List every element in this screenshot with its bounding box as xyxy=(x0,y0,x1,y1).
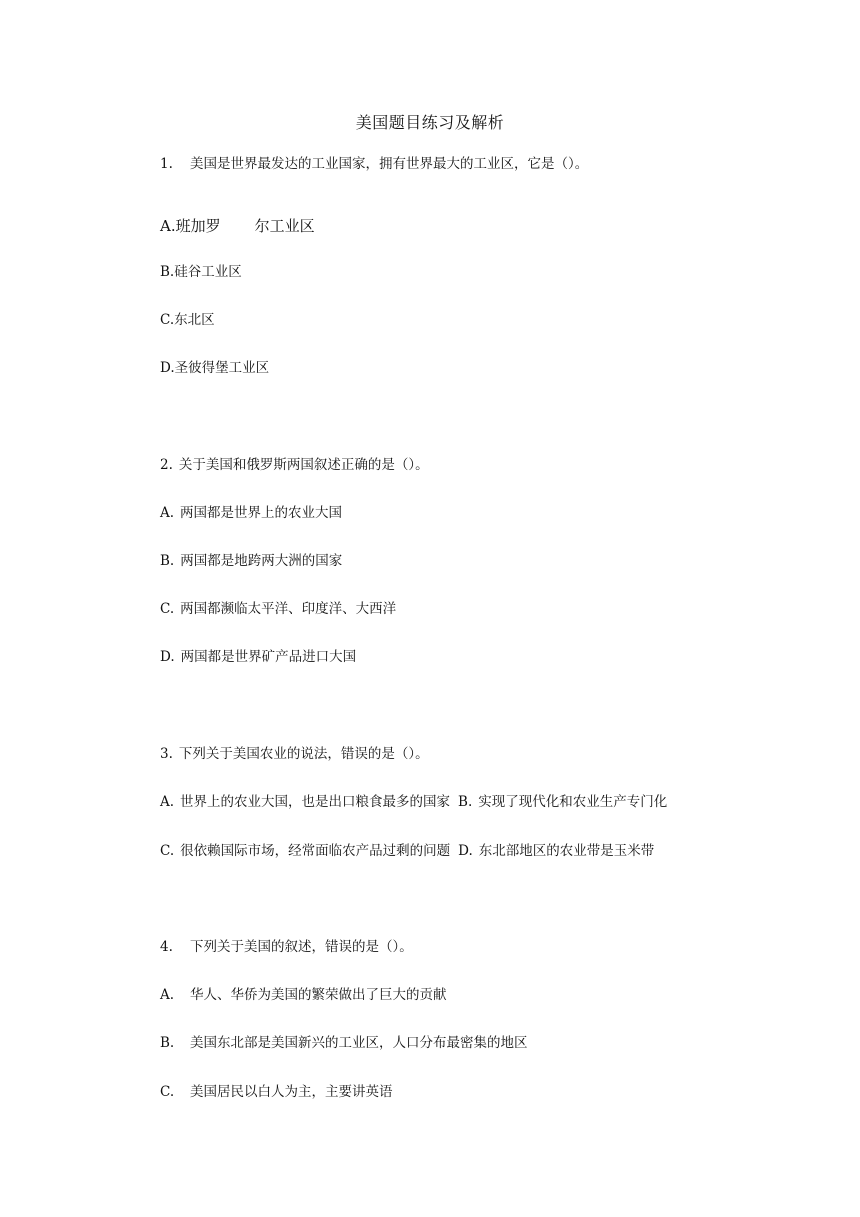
question-3-number: 3. xyxy=(160,746,173,762)
question-4-number: 4. xyxy=(160,939,173,955)
option-text: 硅谷工业区 xyxy=(174,264,242,280)
option-label: C. xyxy=(160,843,175,859)
question-2-stem-line xyxy=(160,455,429,475)
option-label: B. xyxy=(160,264,175,280)
question-2-stem: 关于美国和俄罗斯两国叙述正确的是（）。 xyxy=(178,457,429,473)
option-text: 华人、华侨为美国的繁荣做出了巨大的贡献 xyxy=(190,987,447,1003)
option-text: 东北区 xyxy=(174,312,215,328)
question-1-option-a xyxy=(160,216,315,236)
option-text: 两国都是世界上的农业大国 xyxy=(180,505,343,521)
option-label: A. xyxy=(160,987,175,1003)
option-label: B. xyxy=(160,553,175,569)
option-text: 实现了现代化和农业生产专门化 xyxy=(478,794,668,810)
option-label: D. xyxy=(160,649,175,665)
question-1-option-b xyxy=(160,262,242,282)
question-4-option-c xyxy=(160,1082,393,1102)
option-text: 世界上的农业大国，也是出口粮食最多的国家 xyxy=(180,794,451,810)
option-label: D. xyxy=(458,843,473,859)
option-text: 两国都是世界矿产品进口大国 xyxy=(180,649,357,665)
option-label: D. xyxy=(160,360,175,376)
option-text: 两国都濒临太平洋、印度洋、大西洋 xyxy=(180,601,397,617)
option-text: 很依赖国际市场，经常面临农产品过剩的问题 xyxy=(180,843,451,859)
option-label: C. xyxy=(160,312,175,328)
option-text: 东北部地区的农业带是玉米带 xyxy=(478,843,655,859)
option-text: 两国都是地跨两大洲的国家 xyxy=(180,553,343,569)
question-3-stem: 下列关于美国农业的说法，错误的是（）。 xyxy=(178,746,429,762)
option-label: C. xyxy=(160,601,175,617)
option-text-part1: 班加罗 xyxy=(175,217,221,235)
option-label: C. xyxy=(160,1084,175,1100)
question-3-options-ab xyxy=(160,792,667,812)
option-text-part2: 尔工业区 xyxy=(254,217,315,235)
question-2-option-c xyxy=(160,599,396,619)
option-label: B. xyxy=(458,794,473,810)
question-4-stem: 下列关于美国的叙述，错误的是（）。 xyxy=(190,939,413,955)
question-4-option-b xyxy=(160,1033,528,1053)
document-title: 美国题目练习及解析 xyxy=(355,113,505,132)
option-label: B. xyxy=(160,1035,175,1051)
question-1-stem: 美国是世界最发达的工业国家，拥有世界最大的工业区，它是（）。 xyxy=(190,156,589,172)
question-1-option-d xyxy=(160,358,269,378)
option-label: A. xyxy=(160,505,175,521)
question-2-option-b xyxy=(160,551,342,571)
question-3-stem-line xyxy=(160,744,429,764)
option-label: A. xyxy=(160,794,175,810)
question-2-number: 2. xyxy=(160,457,173,473)
question-2-option-d xyxy=(160,647,356,667)
option-text: 圣彼得堡工业区 xyxy=(174,360,270,376)
question-4-option-a xyxy=(160,985,447,1005)
question-1-option-c xyxy=(160,310,215,330)
question-1-number: 1. xyxy=(160,156,173,172)
option-text: 美国居民以白人为主，主要讲英语 xyxy=(190,1084,393,1100)
question-4-stem-line xyxy=(160,937,413,957)
option-text: 美国东北部是美国新兴的工业区，人口分布最密集的地区 xyxy=(190,1035,528,1051)
option-label: A. xyxy=(160,217,176,235)
question-3-options-cd xyxy=(160,841,654,861)
question-1-stem-line xyxy=(160,154,588,174)
question-2-option-a xyxy=(160,503,342,523)
